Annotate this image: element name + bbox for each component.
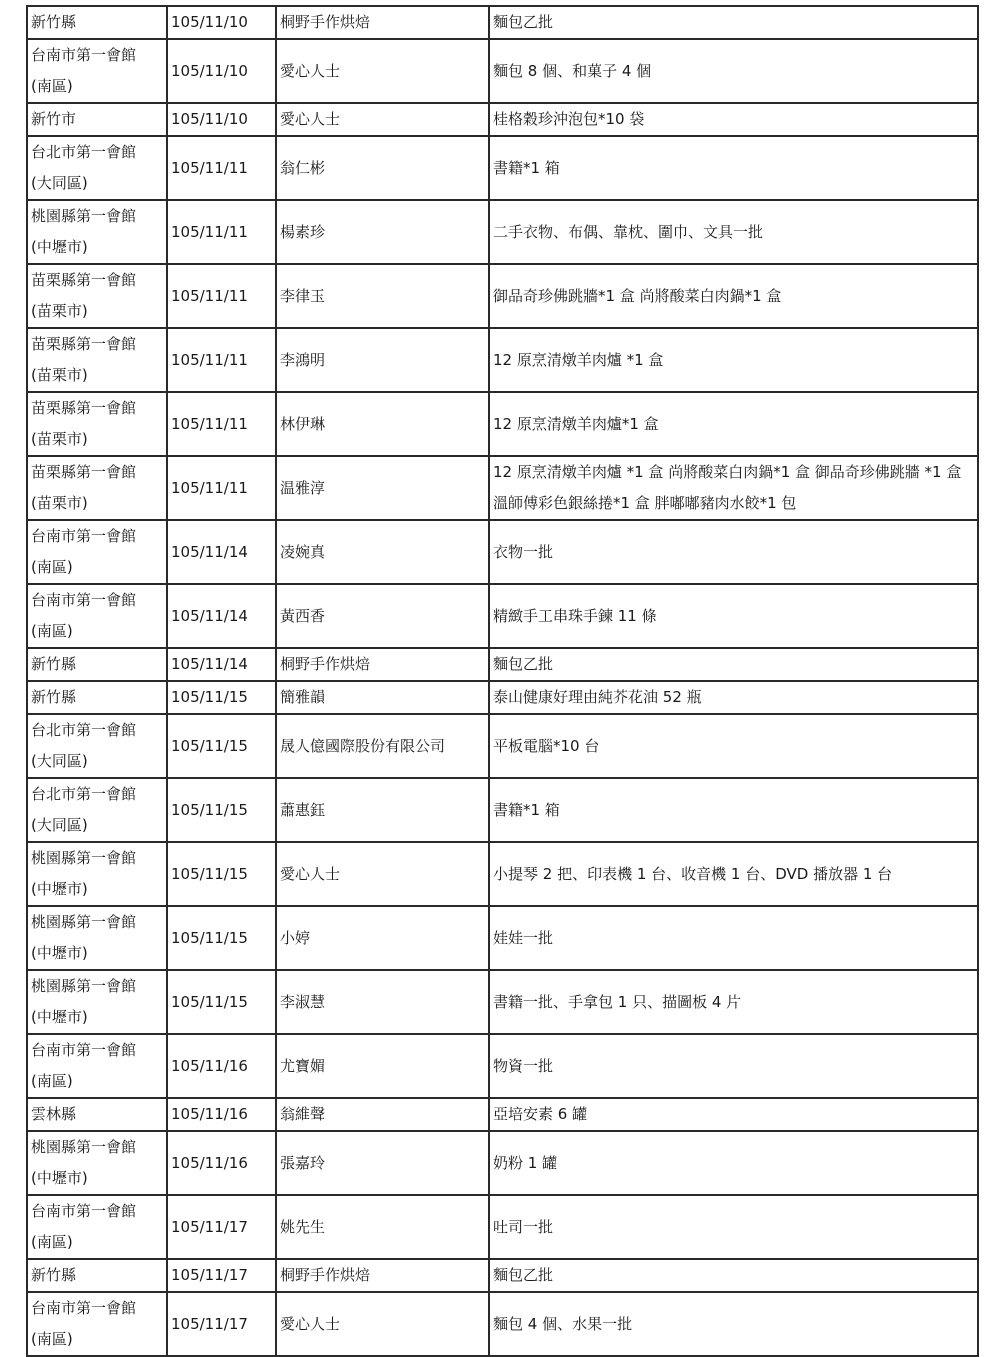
donor-cell: 桐野手作烘焙 [276,6,489,39]
branch-line: 新竹市 [31,110,77,128]
branch-cell [27,520,167,584]
donor-cell: 愛心人士 [276,1292,489,1356]
items-cell: 書籍*1 箱 [489,778,978,842]
branch-line: (中壢市) [31,880,88,898]
donor-cell: 李鴻明 [276,328,489,392]
branch-cell [27,906,167,970]
table-row [27,103,978,136]
date-cell: 105/11/15 [167,970,276,1034]
items-cell: 書籍一批、手拿包 1 只、描圖板 4 片 [489,970,978,1034]
branch-line: 台南市第一會館 [31,527,137,545]
items-cell: 麵包乙批 [489,648,978,681]
branch-line: 苗栗縣第一會館 [31,271,137,289]
branch-line: 桃園縣第一會館 [31,207,137,225]
donor-cell: 桐野手作烘焙 [276,648,489,681]
branch-cell [27,392,167,456]
table-row [27,1098,978,1131]
branch-line: (南區) [31,77,73,95]
donor-cell: 張嘉玲 [276,1131,489,1195]
donor-cell: 李律玉 [276,264,489,328]
donor-cell: 林伊琳 [276,392,489,456]
branch-line: 雲林縣 [31,1105,77,1123]
items-cell: 麵包乙批 [489,6,978,39]
branch-line: 桃園縣第一會館 [31,1138,137,1156]
donor-cell: 蕭惠鈺 [276,778,489,842]
items-cell: 泰山健康好理由純芥花油 52 瓶 [489,681,978,714]
table-row [27,200,978,264]
date-cell: 105/11/10 [167,103,276,136]
branch-cell [27,1098,167,1131]
date-cell: 105/11/11 [167,392,276,456]
table-row [27,264,978,328]
branch-cell [27,136,167,200]
items-cell: 12 原烹清燉羊肉爐*1 盒 [489,392,978,456]
branch-cell [27,1195,167,1259]
branch-cell [27,681,167,714]
items-cell: 桂格穀珍沖泡包*10 袋 [489,103,978,136]
items-cell: 平板電腦*10 台 [489,714,978,778]
table-row [27,39,978,103]
items-cell: 小提琴 2 把、印表機 1 台、收音機 1 台、DVD 播放器 1 台 [489,842,978,906]
branch-line: 苗栗縣第一會館 [31,463,137,481]
branch-cell [27,970,167,1034]
items-cell: 二手衣物、布偶、靠枕、圍巾、文具一批 [489,200,978,264]
branch-line: (中壢市) [31,238,88,256]
table-row [27,1259,978,1292]
branch-line: 新竹縣 [31,655,77,673]
table-row [27,392,978,456]
branch-cell [27,1034,167,1098]
date-cell: 105/11/11 [167,328,276,392]
donor-cell: 晟人億國際股份有限公司 [276,714,489,778]
items-cell: 衣物一批 [489,520,978,584]
branch-line: (大同區) [31,752,88,770]
date-cell: 105/11/11 [167,456,276,520]
date-cell: 105/11/14 [167,520,276,584]
branch-cell [27,6,167,39]
donor-cell: 楊素珍 [276,200,489,264]
items-cell: 奶粉 1 罐 [489,1131,978,1195]
date-cell: 105/11/14 [167,648,276,681]
items-cell: 精緻手工串珠手鍊 11 條 [489,584,978,648]
branch-cell [27,842,167,906]
branch-line: 台南市第一會館 [31,1202,137,1220]
date-cell: 105/11/16 [167,1098,276,1131]
items-cell: 娃娃一批 [489,906,978,970]
items-cell: 書籍*1 箱 [489,136,978,200]
date-cell: 105/11/15 [167,778,276,842]
branch-line: (苗栗市) [31,302,88,320]
branch-line: (中壢市) [31,944,88,962]
items-cell: 12 原烹清燉羊肉爐 *1 盒 尚將酸菜白肉鍋*1 盒 御品奇珍佛跳牆 *1 盒 溫師傅彩色銀絲捲*1 盒 胖嘟嘟豬肉水餃*1 包 [489,456,978,520]
table-row [27,842,978,906]
items-cell: 麵包 4 個、水果一批 [489,1292,978,1356]
branch-cell [27,1131,167,1195]
donor-cell: 小婷 [276,906,489,970]
branch-line: (苗栗市) [31,494,88,512]
table-row [27,520,978,584]
branch-line: 台南市第一會館 [31,1299,137,1317]
table-row [27,714,978,778]
date-cell: 105/11/15 [167,842,276,906]
date-cell: 105/11/15 [167,714,276,778]
branch-line: 台北市第一會館 [31,143,137,161]
donor-cell: 翁仁彬 [276,136,489,200]
date-cell: 105/11/17 [167,1292,276,1356]
donor-cell: 姚先生 [276,1195,489,1259]
branch-cell [27,103,167,136]
date-cell: 105/11/14 [167,584,276,648]
branch-line: 新竹縣 [31,13,77,31]
table-row [27,328,978,392]
items-cell: 物資一批 [489,1034,978,1098]
table-row [27,1131,978,1195]
donation-records-body [27,6,978,1356]
branch-line: 台北市第一會館 [31,721,137,739]
branch-line: 桃園縣第一會館 [31,849,137,867]
date-cell: 105/11/10 [167,6,276,39]
branch-cell [27,778,167,842]
table-row [27,1292,978,1356]
branch-line: (南區) [31,558,73,576]
date-cell: 105/11/11 [167,264,276,328]
branch-line: 苗栗縣第一會館 [31,399,137,417]
donation-records-table [26,5,979,1357]
branch-cell [27,1292,167,1356]
table-row [27,584,978,648]
branch-cell [27,648,167,681]
branch-line: 新竹縣 [31,1266,77,1284]
date-cell: 105/11/15 [167,906,276,970]
date-cell: 105/11/11 [167,200,276,264]
date-cell: 105/11/15 [167,681,276,714]
date-cell: 105/11/16 [167,1131,276,1195]
date-cell: 105/11/11 [167,136,276,200]
items-cell: 亞培安素 6 罐 [489,1098,978,1131]
items-cell: 麵包 8 個、和菓子 4 個 [489,39,978,103]
table-row [27,136,978,200]
branch-line: (南區) [31,622,73,640]
branch-cell [27,200,167,264]
branch-line: (南區) [31,1233,73,1251]
date-cell: 105/11/17 [167,1195,276,1259]
branch-line: 桃園縣第一會館 [31,977,137,995]
table-row [27,970,978,1034]
donor-cell: 愛心人士 [276,39,489,103]
branch-cell [27,584,167,648]
branch-line: 台北市第一會館 [31,785,137,803]
branch-cell [27,264,167,328]
branch-line: 台南市第一會館 [31,591,137,609]
donor-cell: 愛心人士 [276,842,489,906]
donor-cell: 尤寶媚 [276,1034,489,1098]
branch-line: (苗栗市) [31,366,88,384]
branch-line: 台南市第一會館 [31,1041,137,1059]
branch-line: 新竹縣 [31,688,77,706]
date-cell: 105/11/16 [167,1034,276,1098]
donor-cell: 翁維聲 [276,1098,489,1131]
donor-cell: 李淑慧 [276,970,489,1034]
date-cell: 105/11/17 [167,1259,276,1292]
branch-cell [27,456,167,520]
date-cell: 105/11/10 [167,39,276,103]
branch-cell [27,714,167,778]
items-cell: 麵包乙批 [489,1259,978,1292]
table-row [27,1195,978,1259]
donor-cell: 簡雅韻 [276,681,489,714]
donor-cell: 桐野手作烘焙 [276,1259,489,1292]
table-row [27,906,978,970]
branch-cell [27,39,167,103]
branch-line: 桃園縣第一會館 [31,913,137,931]
table-row [27,778,978,842]
branch-line: (南區) [31,1330,73,1348]
items-cell: 12 原烹清燉羊肉爐 *1 盒 [489,328,978,392]
branch-line: (大同區) [31,174,88,192]
donor-cell: 凌婉真 [276,520,489,584]
table-row [27,648,978,681]
items-cell: 御品奇珍佛跳牆*1 盒 尚將酸菜白肉鍋*1 盒 [489,264,978,328]
branch-line: (南區) [31,1072,73,1090]
table-row [27,681,978,714]
table-row [27,1034,978,1098]
branch-line: (大同區) [31,816,88,834]
table-row [27,456,978,520]
branch-cell [27,1259,167,1292]
branch-line: 台南市第一會館 [31,46,137,64]
donor-cell: 温雅淳 [276,456,489,520]
branch-line: (中壢市) [31,1008,88,1026]
branch-cell [27,328,167,392]
donor-cell: 黃西香 [276,584,489,648]
table-row [27,6,978,39]
branch-line: (中壢市) [31,1169,88,1187]
items-cell: 吐司一批 [489,1195,978,1259]
branch-line: (苗栗市) [31,430,88,448]
donor-cell: 愛心人士 [276,103,489,136]
branch-line: 苗栗縣第一會館 [31,335,137,353]
